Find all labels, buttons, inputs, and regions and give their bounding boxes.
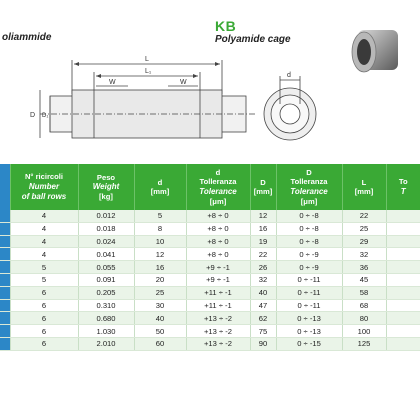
product-code: KB	[215, 18, 237, 34]
header-code-column	[0, 164, 10, 210]
table-cell: +8 ÷ 0	[186, 248, 250, 261]
table-cell: 6	[10, 325, 78, 338]
table-cell: 40	[134, 312, 186, 325]
table-cell: 36	[342, 261, 386, 274]
header-text: d	[215, 167, 221, 177]
row-code-cell	[0, 299, 10, 312]
table-cell: 25	[342, 222, 386, 235]
catalog-caption-left: oliammide	[2, 32, 52, 43]
table-cell: 0 ÷ -11	[276, 286, 342, 299]
table-cell	[386, 235, 420, 248]
table-cell: 58	[342, 286, 386, 299]
header-cell	[386, 164, 420, 210]
table-cell: 5	[10, 273, 78, 286]
table-row	[0, 210, 420, 222]
table-cell: 16	[134, 261, 186, 274]
header-text: of ball rows	[21, 191, 67, 201]
row-code-cell	[0, 273, 10, 286]
table-cell: +8 ÷ 0	[186, 235, 250, 248]
table-cell: +8 ÷ 0	[186, 210, 250, 222]
header-text: L	[361, 177, 367, 187]
table-row	[0, 286, 420, 299]
table-cell: 4	[10, 235, 78, 248]
row-code-cell	[0, 222, 10, 235]
header-text: T	[400, 186, 406, 196]
table-cell: 75	[250, 325, 276, 338]
table-cell	[386, 222, 420, 235]
table-cell: 12	[134, 248, 186, 261]
table-row	[0, 325, 420, 338]
table-cell: 2.010	[78, 337, 134, 350]
specs-table-header	[0, 164, 420, 210]
table-cell: 0 ÷ -9	[276, 261, 342, 274]
header-text: d	[157, 177, 163, 187]
table-cell: 0.012	[78, 210, 134, 222]
specs-table-container	[0, 164, 408, 351]
header-text: Tolerance	[199, 186, 237, 196]
table-cell: 90	[250, 337, 276, 350]
table-cell: 26	[250, 261, 276, 274]
table-cell: 32	[342, 248, 386, 261]
table-cell	[386, 261, 420, 274]
header-text: Tolleranza	[199, 177, 237, 187]
table-cell: 29	[342, 235, 386, 248]
row-code-cell	[0, 210, 10, 222]
table-cell: 19	[250, 235, 276, 248]
header-text: [μm]	[209, 196, 227, 206]
dim-d-label: d	[287, 72, 291, 79]
header-text: N° ricircoli	[24, 172, 64, 182]
table-cell: 6	[10, 299, 78, 312]
table-cell: 0 ÷ -8	[276, 210, 342, 222]
table-row	[0, 273, 420, 286]
table-cell: +9 ÷ -1	[186, 261, 250, 274]
table-cell: 1.030	[78, 325, 134, 338]
table-cell	[386, 248, 420, 261]
table-cell: 68	[342, 299, 386, 312]
table-cell: 47	[250, 299, 276, 312]
header-text: [mm]	[354, 187, 374, 196]
dim-D-label: D	[30, 112, 36, 119]
header-cell	[78, 164, 134, 210]
table-cell: 0.041	[78, 248, 134, 261]
bearing-photo	[348, 22, 400, 82]
table-cell: 100	[342, 325, 386, 338]
table-cell: 0.055	[78, 261, 134, 274]
table-cell: 8	[134, 222, 186, 235]
header-text: To	[398, 177, 408, 187]
row-code-cell	[0, 312, 10, 325]
header-text: Number	[28, 181, 60, 191]
table-cell: 12	[250, 210, 276, 222]
table-cell: 0 ÷ -11	[276, 299, 342, 312]
header-text: Tolleranza	[290, 177, 328, 187]
table-cell: 0 ÷ -13	[276, 325, 342, 338]
table-row	[0, 337, 420, 350]
table-cell: 0.018	[78, 222, 134, 235]
table-cell	[386, 273, 420, 286]
row-code-cell	[0, 235, 10, 248]
table-cell: 22	[250, 248, 276, 261]
table-cell	[386, 312, 420, 325]
table-cell: 40	[250, 286, 276, 299]
header-cell	[342, 164, 386, 210]
table-cell: +11 ÷ -1	[186, 286, 250, 299]
table-cell	[386, 337, 420, 350]
header-text: Weight	[92, 182, 120, 191]
header-cell	[250, 164, 276, 210]
specs-table	[0, 164, 420, 351]
table-cell: 20	[134, 273, 186, 286]
table-cell: 10	[134, 235, 186, 248]
table-cell: 22	[342, 210, 386, 222]
table-cell: 0 ÷ -11	[276, 273, 342, 286]
header-cell	[186, 164, 250, 210]
dim-L-label: L	[145, 56, 149, 63]
technical-drawing	[0, 46, 340, 156]
table-row	[0, 235, 420, 248]
table-cell: 5	[10, 261, 78, 274]
table-cell: +11 ÷ -1	[186, 299, 250, 312]
table-cell: 62	[250, 312, 276, 325]
table-cell: 0.680	[78, 312, 134, 325]
table-cell: +13 ÷ -2	[186, 337, 250, 350]
table-cell	[386, 325, 420, 338]
table-row	[0, 312, 420, 325]
table-cell: +9 ÷ -1	[186, 273, 250, 286]
table-cell: 80	[342, 312, 386, 325]
table-cell: 6	[10, 312, 78, 325]
table-row	[0, 222, 420, 235]
dim-D1-label: D₁	[42, 113, 49, 119]
table-row	[0, 248, 420, 261]
table-row	[0, 299, 420, 312]
table-cell: 16	[250, 222, 276, 235]
table-cell: 0 ÷ -8	[276, 222, 342, 235]
header-text: [μm]	[300, 196, 318, 206]
table-cell: 4	[10, 248, 78, 261]
table-cell: 50	[134, 325, 186, 338]
dim-L1-label: L₁	[145, 68, 152, 75]
table-cell: 32	[250, 273, 276, 286]
row-code-cell	[0, 261, 10, 274]
table-cell: 0 ÷ -15	[276, 337, 342, 350]
header-text: [mm]	[150, 187, 170, 196]
table-cell	[386, 210, 420, 222]
dim-W-left-label: W	[109, 79, 116, 86]
table-cell	[386, 299, 420, 312]
table-cell: 60	[134, 337, 186, 350]
table-cell: 0.310	[78, 299, 134, 312]
table-cell: 6	[10, 337, 78, 350]
table-row	[0, 261, 420, 274]
table-cell: +13 ÷ -2	[186, 312, 250, 325]
table-cell: +13 ÷ -2	[186, 325, 250, 338]
row-code-cell	[0, 325, 10, 338]
header-text: D	[306, 167, 312, 177]
header-text: [mm]	[253, 187, 273, 196]
row-code-cell	[0, 337, 10, 350]
header-text: [kg]	[99, 192, 113, 201]
table-cell: 30	[134, 299, 186, 312]
row-code-cell	[0, 248, 10, 261]
table-cell: 0.024	[78, 235, 134, 248]
specs-table-body	[0, 210, 420, 350]
table-cell: 0 ÷ -9	[276, 248, 342, 261]
table-cell: 25	[134, 286, 186, 299]
header-cell	[134, 164, 186, 210]
header-text: Tolerance	[290, 186, 328, 196]
table-cell: 45	[342, 273, 386, 286]
header-text: D	[260, 177, 266, 187]
row-code-cell	[0, 286, 10, 299]
table-cell: 0.091	[78, 273, 134, 286]
table-cell: 6	[10, 286, 78, 299]
table-cell	[386, 286, 420, 299]
header-text: Peso	[96, 172, 116, 182]
table-cell: 5	[134, 210, 186, 222]
header-cell	[276, 164, 342, 210]
table-cell: 125	[342, 337, 386, 350]
table-cell: 4	[10, 210, 78, 222]
header-cell	[10, 164, 78, 210]
table-cell: +8 ÷ 0	[186, 222, 250, 235]
table-cell: 0 ÷ -8	[276, 235, 342, 248]
product-subtitle: Polyamide cage	[215, 34, 291, 45]
table-cell: 0.205	[78, 286, 134, 299]
table-cell: 0 ÷ -13	[276, 312, 342, 325]
table-cell: 4	[10, 222, 78, 235]
dim-W-right-label: W	[180, 79, 187, 86]
